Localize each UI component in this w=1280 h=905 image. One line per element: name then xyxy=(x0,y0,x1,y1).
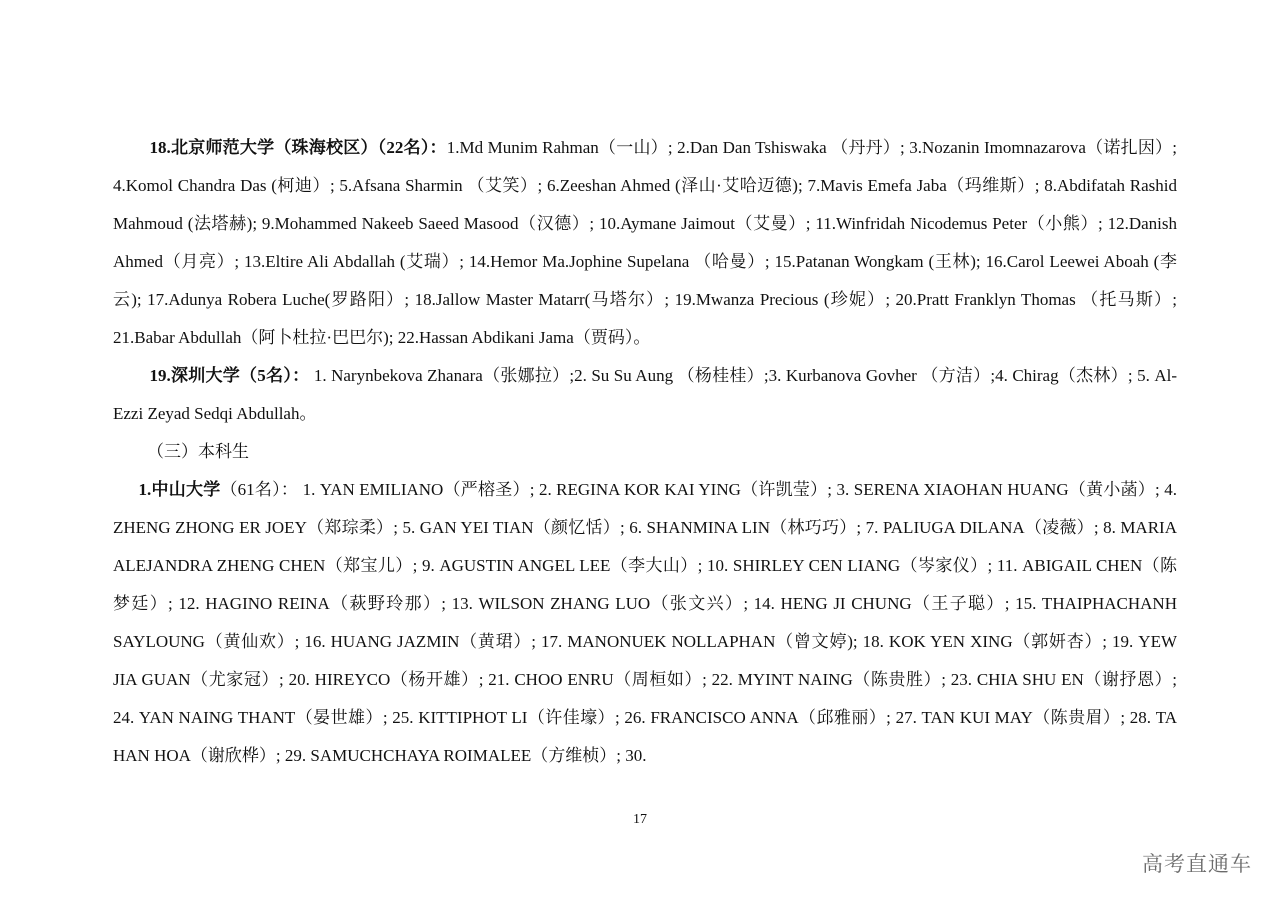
page-number: 17 xyxy=(633,812,647,827)
student-list-bnu-zhuhai: 1.Md Munim Rahman（一山）; 2.Dan Dan Tshiswaka （丹丹）; 3.Nozanin Imomnazarova（诺扎因）; 4.Komol Chandra Das (柯迪）; 5.Afsana Sharmin （艾笑）; 6.Zeeshan Ahmed (泽山·艾哈迈德); 7.Mavis Emefa Jaba（玛维斯）; 8.Abdifatah Rashid Mahmoud (法塔赫); 9.Mohammed Nakeeb Saeed Masood（汉德）; 10.Aymane Jaimout（艾曼）; 11.Winfridah Nicodemus Peter（小熊）; 12.Danish Ahmed（月亮）; 13.Eltire Ali Abdallah (艾瑞）; 14.Hemor Ma.Jophine Supelana （哈曼）; 15.Patanan Wongkam (王林); 16.Carol Leewei Aboah (李云); 17.Adunya Robera Luche(罗路阳）; 18.Jallow Master Matarr(马塔尔）; 19.Mwanza Precious (珍妮）; 20.Pratt Franklyn Thomas （托马斯）; 21.Babar Abdullah（阿卜杜拉·巴巴尔); 22.Hassan Abdikani Jama（贾码）。 xyxy=(113,138,1178,347)
student-count-sun-yat-sen: （61名）： xyxy=(220,480,299,499)
university-label-bnu-zhuhai: 18.北京师范大学（珠海校区）（22名）： xyxy=(149,138,447,157)
university-label-shenzhen: 19.深圳大学（5名）： xyxy=(149,366,310,385)
student-list-shenzhen: 1. Narynbekova Zhanara（张娜拉）;2. Su Su Aung （杨桂桂）;3. Kurbanova Govher （方洁）;4. Chirag（杰林）; 5. Al-Ezzi Zeyad Sedqi Abdullah。 xyxy=(113,366,1177,423)
document-body xyxy=(113,129,1177,775)
paragraph-shenzhen-university xyxy=(113,357,1177,433)
paragraph-bnu-zhuhai xyxy=(113,129,1177,357)
section-heading-undergraduate: （三）本科生 xyxy=(147,442,249,461)
paragraph-sun-yat-sen xyxy=(113,471,1177,775)
student-list-sun-yat-sen: 1. YAN EMILIANO（严榕圣）; 2. REGINA KOR KAI YING（许凯莹）; 3. SERENA XIAOHAN HUANG（黄小菡）; 4. ZHENG ZHONG ER JOEY（郑琮柔）; 5. GAN YEI TIAN（颜忆恬）; 6. SHANMINA LIN（林巧巧）; 7. PALIUGA DILANA（凌薇）; 8. MARIA ALEJANDRA ZHENG CHEN（郑宝儿）; 9. AGUSTIN ANGEL LEE（李大山）; 10. SHIRLEY CEN LIANG（岑家仪）; 11. ABIGAIL CHEN（陈梦廷）; 12. HAGINO REINA（萩野玲那）; 13. WILSON ZHANG LUO（张文兴）; 14. HENG JI CHUNG（王子聪）; 15. THAIPHACHANH SAYLOUNG（黄仙欢）; 16. HUANG JAZMIN（黄珺）; 17. MANONUEK NOLLAPHAN（曾文婷); 18. KOK YEN XING（郭妍杏）; 19. YEW JIA GUAN（尤家冠）; 20. HIREYCO（杨开雄）; 21. CHOO ENRU（周桓如）; 22. MYINT NAING（陈贵胜）; 23. CHIA SHU EN（谢抒恩）; 24. YAN NAING THANT（晏世雄）; 25. KITTIPHOT LI（许佳壕）; 26. FRANCISCO ANNA（邱雅丽）; 27. TAN KUI MAY（陈贵眉）; 28. TA HAN HOA（谢欣桦）; 29. SAMUCHCHAYA ROIMALEE（方维桢）; 30. xyxy=(113,480,1177,765)
watermark-logo-text: 高考直通车 xyxy=(1142,852,1252,876)
university-label-sun-yat-sen: 1.中山大学 xyxy=(138,480,221,499)
